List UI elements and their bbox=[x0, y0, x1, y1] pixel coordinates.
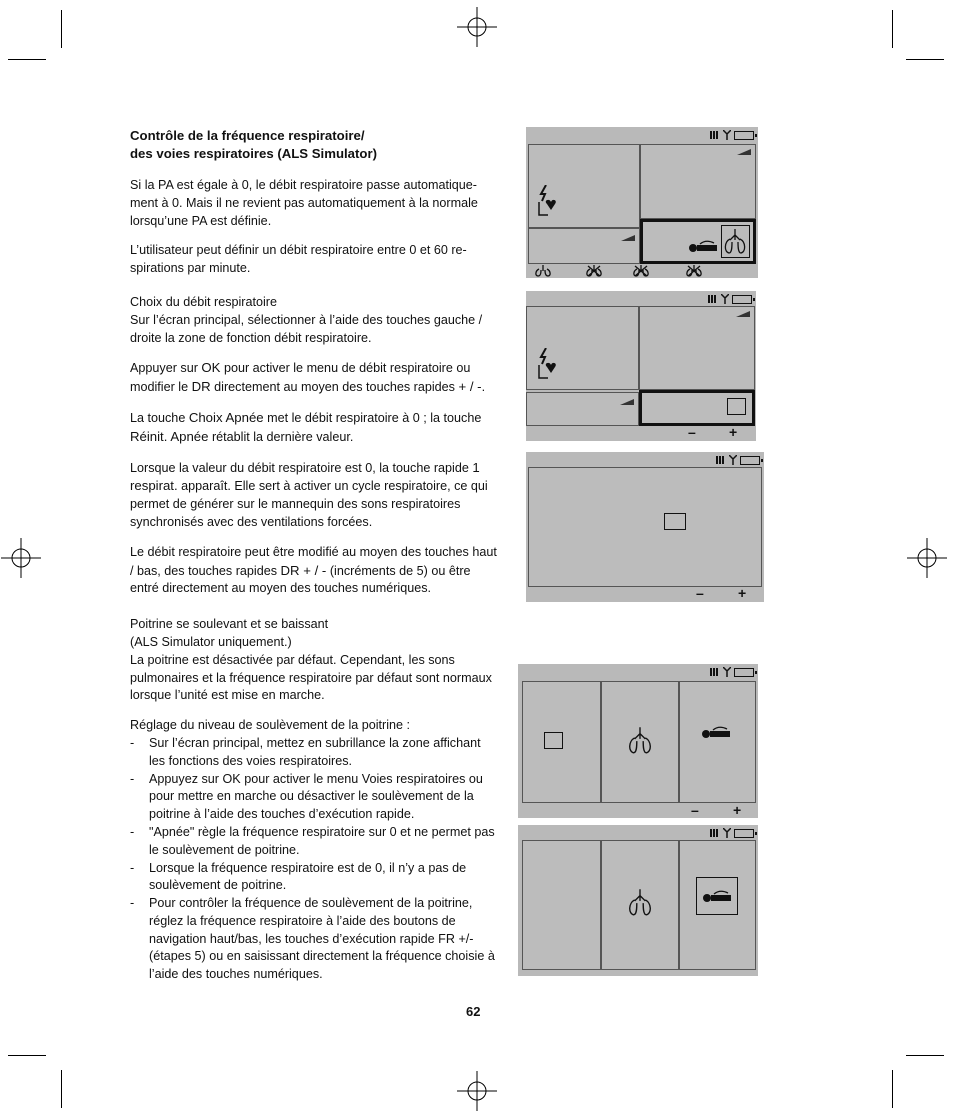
battery-level-icon bbox=[710, 828, 720, 838]
softkey-plus[interactable]: + bbox=[733, 802, 742, 818]
key-label: Choix Apnée bbox=[188, 409, 264, 425]
battery-icon bbox=[734, 131, 754, 140]
section-heading bbox=[130, 127, 500, 163]
subheading-poitrine-1: Poitrine se soulevant et se baissant bbox=[130, 617, 329, 632]
battery-level-icon bbox=[710, 667, 720, 677]
screenshot-chest-rise-selected bbox=[518, 825, 758, 976]
crop-mark bbox=[61, 1070, 62, 1108]
list-item: - Appuyez sur OK pour activer le menu Voies respiratoires ou pour mettre en marche ou désactiver le soulèvement de la poitrine à l’aide des touches d’exécution rapide. bbox=[130, 771, 500, 824]
softkey-plus[interactable]: + bbox=[738, 585, 747, 601]
crop-mark bbox=[892, 10, 893, 48]
paragraph: Réglage du niveau de soulèvement de la poitrine : bbox=[130, 718, 411, 733]
pane-airway-selected[interactable] bbox=[640, 219, 756, 264]
crop-mark bbox=[8, 59, 46, 60]
crop-mark bbox=[906, 59, 944, 60]
list-item: - Sur l’écran principal, mettez en subrillance la zone affichant les fonctions des voies respiratoires. bbox=[130, 735, 500, 771]
status-bar bbox=[710, 827, 754, 839]
crop-mark bbox=[892, 1070, 893, 1108]
lungs-crossed-icon[interactable] bbox=[585, 265, 603, 277]
pane-rate[interactable] bbox=[522, 681, 601, 803]
value-box bbox=[727, 398, 746, 415]
defib-heart-icon bbox=[536, 185, 558, 217]
battery-level-icon bbox=[710, 130, 720, 140]
registration-mark bbox=[1, 538, 41, 578]
pane-respiratory-rate-selected[interactable] bbox=[639, 390, 755, 426]
lungs-icon bbox=[626, 724, 654, 756]
pane-lungs[interactable] bbox=[601, 840, 679, 970]
softkey-minus[interactable]: – bbox=[691, 802, 699, 818]
signal-icon bbox=[621, 235, 635, 241]
softkey-minus[interactable]: – bbox=[696, 585, 704, 601]
battery-icon bbox=[732, 295, 752, 304]
battery-icon bbox=[734, 829, 754, 838]
signal-icon bbox=[620, 399, 634, 405]
intro-paragraph: L’utilisateur peut définir un débit respiratoire entre 0 et 60 re-spirations par minute. bbox=[130, 243, 467, 276]
list-item: - "Apnée" règle la fréquence respiratoire sur 0 et ne permet pas le soulèvement de poitrine. bbox=[130, 824, 500, 860]
crop-mark bbox=[61, 10, 62, 48]
paragraph: Le débit respiratoire peut être modifié au moyen des touches haut / bas, des touches rapides DR + / - (incréments de 5) ou être entré directement au moyen des touches numériques. bbox=[130, 544, 497, 596]
lungs-crossed-icon[interactable] bbox=[632, 265, 650, 277]
paragraph: Sur l’écran principal, sélectionner à l’aide des touches gauche / droite la zone de fonction débit respiratoire. bbox=[130, 312, 483, 345]
signal-icon bbox=[737, 149, 751, 155]
softkey-minus[interactable]: – bbox=[688, 424, 696, 440]
lungs-icon[interactable] bbox=[535, 265, 551, 277]
subheading-choix: Choix du débit respiratoire bbox=[130, 294, 278, 309]
lungs-box bbox=[721, 225, 750, 258]
list-item: - Pour contrôler la fréquence de soulèvement de la poitrine, réglez la fréquence respiratoire à l’aide des boutons de navigation haut/bas, les touches d’exécution rapide FR +/- (étapes 5) ou en saisissant directement la fréquence choisie à l’aide des touches numériques. bbox=[130, 895, 500, 984]
signal-icon bbox=[736, 311, 750, 317]
patient-icon bbox=[701, 725, 731, 739]
battery-level-icon bbox=[708, 294, 718, 304]
softkey-bar bbox=[526, 264, 758, 278]
screenshot-respiratory-rate-selected bbox=[526, 291, 756, 441]
screenshot-main-screen bbox=[526, 127, 758, 278]
subheading-poitrine-2: (ALS Simulator uniquement.) bbox=[130, 634, 292, 649]
registration-mark bbox=[457, 1071, 497, 1111]
registration-mark bbox=[457, 7, 497, 47]
page-number: 62 bbox=[466, 1004, 481, 1019]
pane-rate[interactable] bbox=[522, 840, 601, 970]
battery-level-icon bbox=[716, 455, 726, 465]
pane-menu bbox=[528, 467, 762, 587]
battery-icon bbox=[740, 456, 760, 465]
pane-bottom-left bbox=[528, 228, 640, 264]
pane-ecg bbox=[528, 144, 640, 228]
crop-mark bbox=[8, 1055, 46, 1056]
key-label: OK bbox=[201, 360, 221, 376]
lungs-icon bbox=[722, 226, 748, 256]
heading-line-1: Contrôle de la fréquence respiratoire/ bbox=[130, 128, 365, 143]
patient-icon bbox=[688, 239, 718, 253]
intro-paragraph: Si la PA est égale à 0, le débit respiratoire passe automatique-ment à 0. Mais il ne revient pas automatiquement à la normale lorsqu’une PA est définie. bbox=[130, 178, 478, 228]
steps-list bbox=[130, 735, 500, 984]
value-box[interactable] bbox=[664, 513, 686, 530]
registration-mark bbox=[907, 538, 947, 578]
antenna-icon bbox=[723, 828, 731, 838]
pane-chest-rise[interactable] bbox=[679, 840, 756, 970]
pane-top-right bbox=[639, 306, 755, 390]
chest-rise-selected-box[interactable] bbox=[696, 877, 738, 915]
lungs-icon bbox=[626, 886, 654, 918]
text-column bbox=[130, 127, 500, 984]
heading-line-2: des voies respiratoires (ALS Simulator) bbox=[130, 146, 377, 161]
paragraph: La poitrine est désactivée par défaut. Cependant, les sons pulmonaires et la fréquence respiratoire par défaut sont normaux lorsque l’unité est mise en marche. bbox=[130, 652, 492, 703]
status-bar bbox=[710, 129, 754, 141]
paragraph: Lorsque la valeur du débit respiratoire est 0, la touche rapide 1 respirat. apparaît. Elle sert à activer un cycle respiratoire, ce qui permet de générer sur le mannequin des sons respiratoires synchronisés avec des ventilations forcées. bbox=[130, 459, 488, 529]
pane-top-right bbox=[640, 144, 756, 219]
screenshot-respiratory-rate-menu bbox=[526, 452, 764, 602]
key-label: + / - bbox=[458, 379, 482, 395]
status-bar bbox=[708, 293, 752, 305]
antenna-icon bbox=[723, 130, 731, 140]
antenna-icon bbox=[721, 294, 729, 304]
status-bar bbox=[710, 666, 754, 678]
antenna-icon bbox=[723, 667, 731, 677]
crop-mark bbox=[906, 1055, 944, 1056]
key-label: Réinit. Apnée bbox=[130, 428, 209, 444]
defib-heart-icon bbox=[536, 348, 558, 380]
key-label: DR bbox=[191, 379, 211, 395]
pane-bottom-left bbox=[526, 392, 639, 426]
key-label: DR + / - bbox=[280, 562, 327, 578]
status-bar bbox=[716, 454, 760, 466]
screenshot-airway-menu bbox=[518, 664, 758, 818]
paragraph: Appuyer sur OK pour activer le menu de débit respiratoire ou modifier le DR directement au moyen des touches rapides + / -. bbox=[130, 360, 486, 395]
key-label: 1 respirat. bbox=[130, 459, 480, 494]
pane-chest-rise[interactable] bbox=[679, 681, 756, 803]
lungs-crossed-icon[interactable] bbox=[685, 265, 703, 277]
antenna-icon bbox=[729, 455, 737, 465]
pane-ecg bbox=[526, 306, 639, 390]
value-box bbox=[544, 732, 563, 749]
softkey-plus[interactable]: + bbox=[729, 424, 738, 440]
battery-icon bbox=[734, 668, 754, 677]
pane-lungs[interactable] bbox=[601, 681, 679, 803]
patient-icon bbox=[702, 889, 732, 903]
paragraph: La touche Choix Apnée met le débit respiratoire à 0 ; la touche Réinit. Apnée rétablit la dernière valeur. bbox=[130, 409, 482, 444]
list-item: - Lorsque la fréquence respiratoire est de 0, il n’y a pas de soulèvement de poitrine. bbox=[130, 860, 500, 896]
